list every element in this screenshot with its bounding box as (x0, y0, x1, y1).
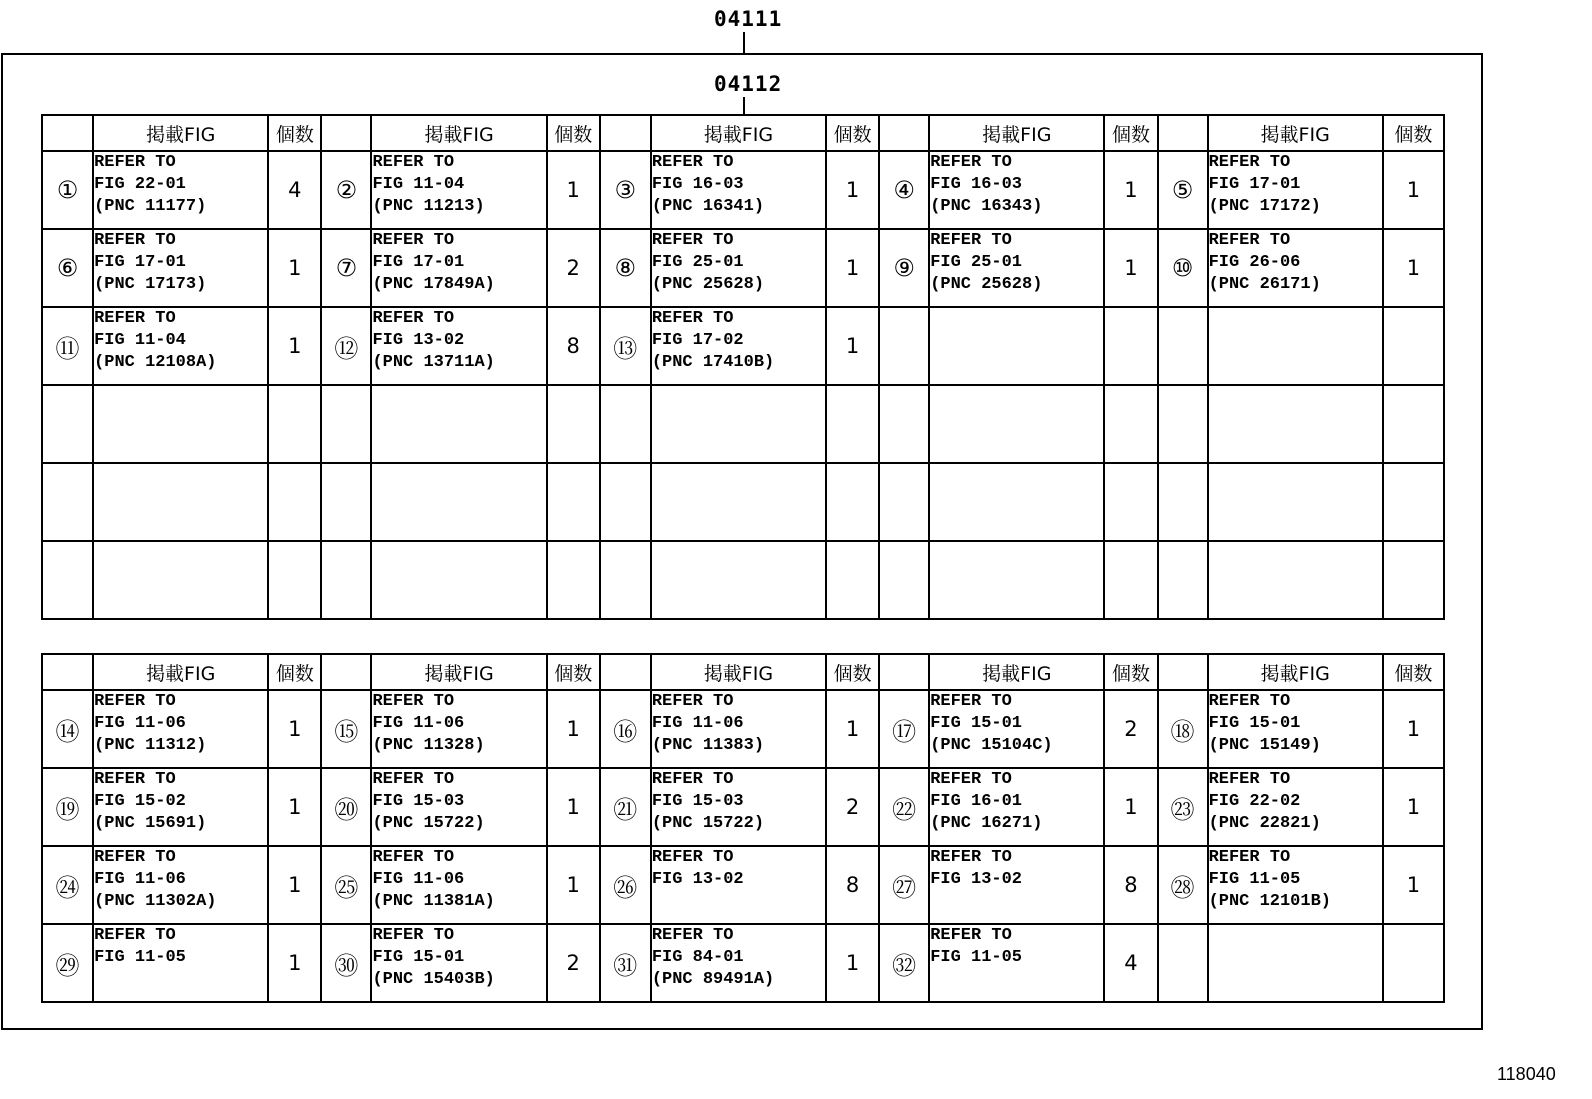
quantity: 1 (1383, 846, 1444, 924)
header-index (321, 654, 371, 690)
header-fig: 掲載FIG (1208, 654, 1383, 690)
reference-line: (PNC 13711A) (372, 353, 495, 372)
fig-reference (929, 151, 1104, 229)
fig-reference (651, 846, 826, 924)
item-number: ㉒ (879, 768, 929, 846)
fig-reference (651, 385, 826, 463)
item-number (879, 307, 929, 385)
reference-line: FIG 11-05 (1208, 870, 1301, 889)
reference-line: REFER TO (651, 231, 734, 250)
header-fig: 掲載FIG (651, 115, 826, 151)
fig-reference (371, 463, 546, 541)
quantity (1383, 463, 1444, 541)
reference-line: REFER TO (1208, 848, 1291, 867)
item-number (600, 463, 651, 541)
reference-line: (PNC 11213) (372, 197, 485, 216)
reference-line: (PNC 12101B) (1208, 892, 1331, 911)
item-number (1158, 924, 1208, 1002)
reference-line: REFER TO (930, 770, 1012, 789)
item-number: ① (42, 151, 93, 229)
header-index (321, 115, 371, 151)
reference-line: FIG 15-01 (372, 948, 465, 967)
reference-line: FIG 15-01 (1208, 714, 1301, 733)
fig-reference (93, 385, 268, 463)
reference-line: REFER TO (930, 231, 1012, 250)
reference-line: REFER TO (651, 926, 734, 945)
item-number (321, 541, 371, 619)
item-number: ⑨ (879, 229, 929, 307)
fig-reference (371, 690, 546, 768)
reference-line: REFER TO (372, 153, 455, 172)
reference-line: FIG 16-01 (930, 792, 1023, 811)
header-fig: 掲載FIG (93, 115, 268, 151)
item-number: ㉘ (1158, 846, 1208, 924)
reference-line: (PNC 16341) (651, 197, 765, 216)
fig-reference (1208, 846, 1383, 924)
fig-reference (929, 463, 1104, 541)
header-row (42, 115, 1444, 151)
reference-line: REFER TO (94, 692, 176, 711)
item-number: ② (321, 151, 371, 229)
fig-reference (651, 768, 826, 846)
header-qty: 個数 (547, 654, 600, 690)
quantity (547, 385, 600, 463)
item-number: ⑥ (42, 229, 93, 307)
quantity: 1 (1383, 768, 1444, 846)
reference-line: (PNC 17172) (1208, 197, 1321, 216)
header-qty: 個数 (826, 654, 879, 690)
quantity: 1 (1104, 229, 1157, 307)
item-number (42, 385, 93, 463)
header-index (1158, 115, 1208, 151)
reference-line: REFER TO (1208, 692, 1291, 711)
quantity: 1 (1104, 151, 1157, 229)
reference-line: FIG 11-04 (94, 331, 186, 350)
fig-reference (651, 924, 826, 1002)
table-row (42, 385, 1444, 463)
reference-line: FIG 17-02 (651, 331, 744, 350)
assembly-label-04112: 04112 (714, 72, 783, 96)
fig-reference (651, 690, 826, 768)
fig-reference (1208, 307, 1383, 385)
reference-line: REFER TO (372, 848, 455, 867)
reference-line: REFER TO (372, 231, 455, 250)
table-row (42, 541, 1444, 619)
reference-line: (PNC 11302A) (94, 892, 217, 911)
reference-line: REFER TO (1208, 770, 1291, 789)
item-number (879, 541, 929, 619)
header-index (879, 654, 929, 690)
header-qty: 個数 (826, 115, 879, 151)
quantity: 1 (826, 229, 879, 307)
quantity (268, 463, 321, 541)
fig-reference (929, 690, 1104, 768)
quantity (1383, 385, 1444, 463)
quantity (547, 541, 600, 619)
fig-reference (93, 690, 268, 768)
table-row (42, 229, 1444, 307)
table-row (42, 846, 1444, 924)
fig-reference (93, 229, 268, 307)
item-number (879, 385, 929, 463)
quantity: 1 (547, 151, 600, 229)
item-number (321, 463, 371, 541)
reference-line: FIG 11-05 (94, 948, 186, 967)
reference-line: FIG 84-01 (651, 948, 744, 967)
reference-line: FIG 26-06 (1208, 253, 1301, 272)
reference-line: (PNC 11312) (94, 736, 207, 755)
fig-reference (93, 768, 268, 846)
quantity: 1 (826, 151, 879, 229)
quantity: 1 (268, 768, 321, 846)
quantity: 1 (1383, 690, 1444, 768)
fig-reference (371, 768, 546, 846)
quantity (268, 541, 321, 619)
quantity: 1 (268, 307, 321, 385)
fig-reference (93, 846, 268, 924)
header-qty: 個数 (268, 115, 321, 151)
fig-reference (1208, 690, 1383, 768)
diagram-id: 118040 (1497, 1064, 1556, 1084)
header-qty: 個数 (1104, 115, 1157, 151)
item-number: ⑮ (321, 690, 371, 768)
item-number: ⑧ (600, 229, 651, 307)
reference-line: (PNC 22821) (1208, 814, 1321, 833)
reference-line: FIG 25-01 (930, 253, 1023, 272)
header-fig: 掲載FIG (93, 654, 268, 690)
quantity (547, 463, 600, 541)
item-number (600, 385, 651, 463)
item-number (1158, 463, 1208, 541)
item-number: ④ (879, 151, 929, 229)
reference-line: (PNC 89491A) (651, 970, 775, 989)
reference-line: (PNC 15104C) (930, 736, 1053, 755)
reference-line: (PNC 15722) (651, 814, 765, 833)
reference-line: REFER TO (372, 309, 455, 328)
quantity: 8 (1104, 846, 1157, 924)
reference-line: FIG 16-03 (651, 175, 744, 194)
fig-reference (1208, 463, 1383, 541)
quantity: 2 (547, 229, 600, 307)
reference-line: (PNC 15722) (372, 814, 485, 833)
fig-reference (93, 151, 268, 229)
quantity: 1 (1104, 768, 1157, 846)
item-number: ③ (600, 151, 651, 229)
reference-line: REFER TO (1208, 153, 1291, 172)
quantity (1104, 385, 1157, 463)
item-number: ⑰ (879, 690, 929, 768)
item-number: ㉔ (42, 846, 93, 924)
parts-table-lower (41, 653, 1445, 1003)
reference-line: (PNC 11177) (94, 197, 207, 216)
item-number (321, 385, 371, 463)
fig-reference (371, 307, 546, 385)
reference-line: REFER TO (651, 692, 734, 711)
fig-reference (929, 924, 1104, 1002)
reference-line: (PNC 15691) (94, 814, 207, 833)
reference-line: (PNC 12108A) (94, 353, 217, 372)
reference-line: FIG 16-03 (930, 175, 1023, 194)
parts-table-upper (41, 114, 1445, 620)
header-index (1158, 654, 1208, 690)
reference-line: (PNC 17410B) (651, 353, 775, 372)
reference-line: REFER TO (94, 770, 176, 789)
item-number (1158, 385, 1208, 463)
reference-line: FIG 22-01 (94, 175, 186, 194)
reference-line: REFER TO (930, 848, 1012, 867)
header-qty: 個数 (1104, 654, 1157, 690)
header-fig: 掲載FIG (1208, 115, 1383, 151)
quantity (1383, 541, 1444, 619)
item-number: ⑬ (600, 307, 651, 385)
item-number (1158, 307, 1208, 385)
item-number: ㉖ (600, 846, 651, 924)
reference-line: (PNC 11328) (372, 736, 485, 755)
item-number (42, 541, 93, 619)
item-number: ㉙ (42, 924, 93, 1002)
leader-line-04111 (743, 32, 745, 54)
header-index (42, 654, 93, 690)
quantity: 1 (268, 229, 321, 307)
reference-line: FIG 11-06 (372, 870, 465, 889)
reference-line: FIG 11-06 (372, 714, 465, 733)
reference-line: REFER TO (94, 309, 176, 328)
quantity: 1 (826, 690, 879, 768)
quantity: 2 (826, 768, 879, 846)
fig-reference (651, 151, 826, 229)
header-qty: 個数 (268, 654, 321, 690)
fig-reference (929, 229, 1104, 307)
reference-line: FIG 15-02 (94, 792, 186, 811)
item-number: ⑲ (42, 768, 93, 846)
reference-line: FIG 11-06 (651, 714, 744, 733)
fig-reference (929, 846, 1104, 924)
reference-line: FIG 13-02 (651, 870, 744, 889)
fig-reference (929, 768, 1104, 846)
reference-line: FIG 22-02 (1208, 792, 1301, 811)
header-fig: 掲載FIG (371, 654, 546, 690)
fig-reference (929, 541, 1104, 619)
reference-line: REFER TO (94, 153, 176, 172)
reference-line: (PNC 26171) (1208, 275, 1321, 294)
header-index (42, 115, 93, 151)
item-number: ⑳ (321, 768, 371, 846)
fig-reference (371, 229, 546, 307)
item-number (1158, 541, 1208, 619)
item-number: ⑩ (1158, 229, 1208, 307)
reference-line: REFER TO (372, 770, 455, 789)
reference-line: FIG 13-02 (372, 331, 465, 350)
reference-line: (PNC 16271) (930, 814, 1043, 833)
item-number: ㉕ (321, 846, 371, 924)
fig-reference (929, 307, 1104, 385)
fig-reference (1208, 229, 1383, 307)
fig-reference (371, 385, 546, 463)
fig-reference (371, 846, 546, 924)
reference-line: (PNC 15149) (1208, 736, 1321, 755)
fig-reference (1208, 385, 1383, 463)
item-number: ⑯ (600, 690, 651, 768)
quantity: 1 (547, 846, 600, 924)
reference-line: REFER TO (930, 926, 1012, 945)
fig-reference (1208, 768, 1383, 846)
quantity: 2 (547, 924, 600, 1002)
item-number (42, 463, 93, 541)
fig-reference (1208, 924, 1383, 1002)
quantity: 1 (547, 768, 600, 846)
reference-line: FIG 15-01 (930, 714, 1023, 733)
item-number: ㉑ (600, 768, 651, 846)
reference-line: REFER TO (651, 770, 734, 789)
header-fig: 掲載FIG (651, 654, 826, 690)
reference-line: FIG 25-01 (651, 253, 744, 272)
quantity: 1 (268, 846, 321, 924)
reference-line: REFER TO (651, 153, 734, 172)
fig-reference (651, 541, 826, 619)
reference-line: REFER TO (94, 231, 176, 250)
item-number: ㉚ (321, 924, 371, 1002)
header-row (42, 654, 1444, 690)
fig-reference (371, 541, 546, 619)
reference-line: FIG 11-05 (930, 948, 1023, 967)
item-number: ⑤ (1158, 151, 1208, 229)
reference-line: (PNC 17849A) (372, 275, 495, 294)
table-row (42, 307, 1444, 385)
quantity (826, 463, 879, 541)
quantity: 4 (1104, 924, 1157, 1002)
fig-reference (1208, 541, 1383, 619)
reference-line: (PNC 11383) (651, 736, 765, 755)
header-index (600, 654, 651, 690)
quantity: 1 (268, 924, 321, 1002)
reference-line: (PNC 25628) (651, 275, 765, 294)
header-qty: 個数 (1383, 654, 1444, 690)
reference-line: (PNC 16343) (930, 197, 1043, 216)
item-number: ㉓ (1158, 768, 1208, 846)
fig-reference (929, 385, 1104, 463)
fig-reference (1208, 151, 1383, 229)
item-number: ㉛ (600, 924, 651, 1002)
item-number: ㉜ (879, 924, 929, 1002)
item-number: ⑱ (1158, 690, 1208, 768)
fig-reference (93, 924, 268, 1002)
table-row (42, 463, 1444, 541)
fig-reference (651, 463, 826, 541)
reference-line: (PNC 25628) (930, 275, 1043, 294)
fig-reference (651, 307, 826, 385)
item-number: ⑭ (42, 690, 93, 768)
reference-line: REFER TO (930, 692, 1012, 711)
reference-line: FIG 17-01 (94, 253, 186, 272)
header-fig: 掲載FIG (929, 115, 1104, 151)
item-number: ⑫ (321, 307, 371, 385)
quantity (826, 541, 879, 619)
reference-line: FIG 15-03 (372, 792, 465, 811)
reference-line: REFER TO (372, 926, 455, 945)
table-row (42, 924, 1444, 1002)
reference-line: REFER TO (94, 848, 176, 867)
fig-reference (651, 229, 826, 307)
reference-line: FIG 11-04 (372, 175, 465, 194)
quantity: 1 (826, 307, 879, 385)
reference-line: FIG 11-06 (94, 714, 186, 733)
reference-line: (PNC 15403B) (372, 970, 495, 989)
reference-line: REFER TO (372, 692, 455, 711)
table-row (42, 768, 1444, 846)
fig-reference (93, 541, 268, 619)
reference-line: REFER TO (94, 926, 176, 945)
quantity (1383, 307, 1444, 385)
reference-line: REFER TO (930, 153, 1012, 172)
header-qty: 個数 (547, 115, 600, 151)
quantity: 4 (268, 151, 321, 229)
reference-line: FIG 15-03 (651, 792, 744, 811)
table-row (42, 690, 1444, 768)
quantity (1383, 924, 1444, 1002)
quantity: 1 (547, 690, 600, 768)
fig-reference (371, 151, 546, 229)
item-number (879, 463, 929, 541)
fig-reference (371, 924, 546, 1002)
quantity: 1 (1383, 229, 1444, 307)
reference-line: REFER TO (651, 309, 734, 328)
header-fig: 掲載FIG (929, 654, 1104, 690)
quantity: 2 (1104, 690, 1157, 768)
header-index (600, 115, 651, 151)
header-qty: 個数 (1383, 115, 1444, 151)
quantity: 1 (268, 690, 321, 768)
reference-line: FIG 13-02 (930, 870, 1023, 889)
leader-line-04112 (743, 97, 745, 115)
quantity: 1 (826, 924, 879, 1002)
item-number: ⑦ (321, 229, 371, 307)
item-number: ⑪ (42, 307, 93, 385)
quantity (1104, 463, 1157, 541)
reference-line: FIG 11-06 (94, 870, 186, 889)
header-index (879, 115, 929, 151)
reference-line: FIG 17-01 (372, 253, 465, 272)
reference-line: REFER TO (651, 848, 734, 867)
quantity: 8 (826, 846, 879, 924)
quantity: 8 (547, 307, 600, 385)
assembly-label-04111: 04111 (714, 7, 783, 31)
quantity (1104, 307, 1157, 385)
quantity (826, 385, 879, 463)
table-row (42, 151, 1444, 229)
reference-line: FIG 17-01 (1208, 175, 1301, 194)
header-fig: 掲載FIG (371, 115, 546, 151)
item-number: ㉗ (879, 846, 929, 924)
item-number (600, 541, 651, 619)
reference-line: (PNC 17173) (94, 275, 207, 294)
quantity (268, 385, 321, 463)
quantity: 1 (1383, 151, 1444, 229)
reference-line: REFER TO (1208, 231, 1291, 250)
reference-line: (PNC 11381A) (372, 892, 495, 911)
fig-reference (93, 463, 268, 541)
quantity (1104, 541, 1157, 619)
fig-reference (93, 307, 268, 385)
